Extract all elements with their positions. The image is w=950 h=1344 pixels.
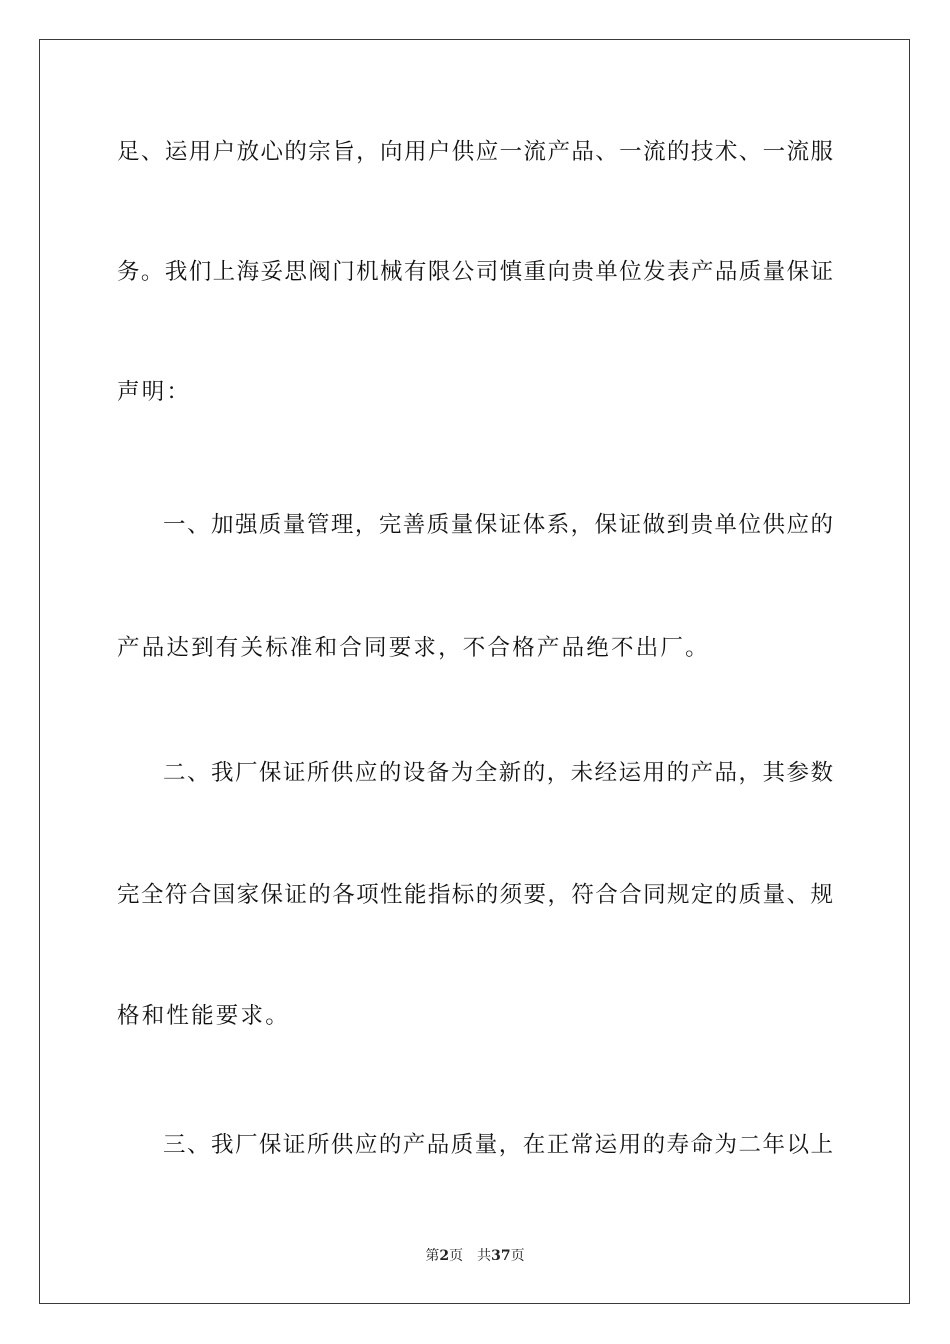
body-text-line: 格和性能要求。 <box>117 1003 290 1029</box>
page-suffix: 页 <box>449 1248 464 1264</box>
page-number: 2 <box>439 1248 450 1264</box>
body-text-line: 足、运用户放心的宗旨，向用户供应一流产品、一流的技术、一流服 <box>117 139 833 165</box>
paragraph-1-start: 一、加强质量管理，完善质量保证体系，保证做到贵单位供应的 <box>163 512 833 538</box>
page-prefix: 第 <box>425 1248 440 1264</box>
total-pages: 37 <box>491 1248 511 1264</box>
paragraph-3-start: 三、我厂保证所供应的产品质量，在正常运用的寿命为二年以上 <box>163 1132 833 1158</box>
total-suffix: 页 <box>510 1248 525 1264</box>
body-text-line: 务。我们上海妥思阀门机械有限公司慎重向贵单位发表产品质量保证 <box>117 259 833 285</box>
paragraph-2-start: 二、我厂保证所供应的设备为全新的，未经运用的产品，其参数 <box>163 760 833 786</box>
page-footer <box>0 1247 950 1265</box>
page-border <box>39 39 910 1304</box>
body-text-line: 产品达到有关标准和合同要求，不合格产品绝不出厂。 <box>117 635 710 661</box>
body-text-line: 完全符合国家保证的各项性能指标的须要，符合合同规定的质量、规 <box>117 882 833 908</box>
total-prefix: 共 <box>477 1248 492 1264</box>
body-text-line: 声明： <box>117 379 192 405</box>
